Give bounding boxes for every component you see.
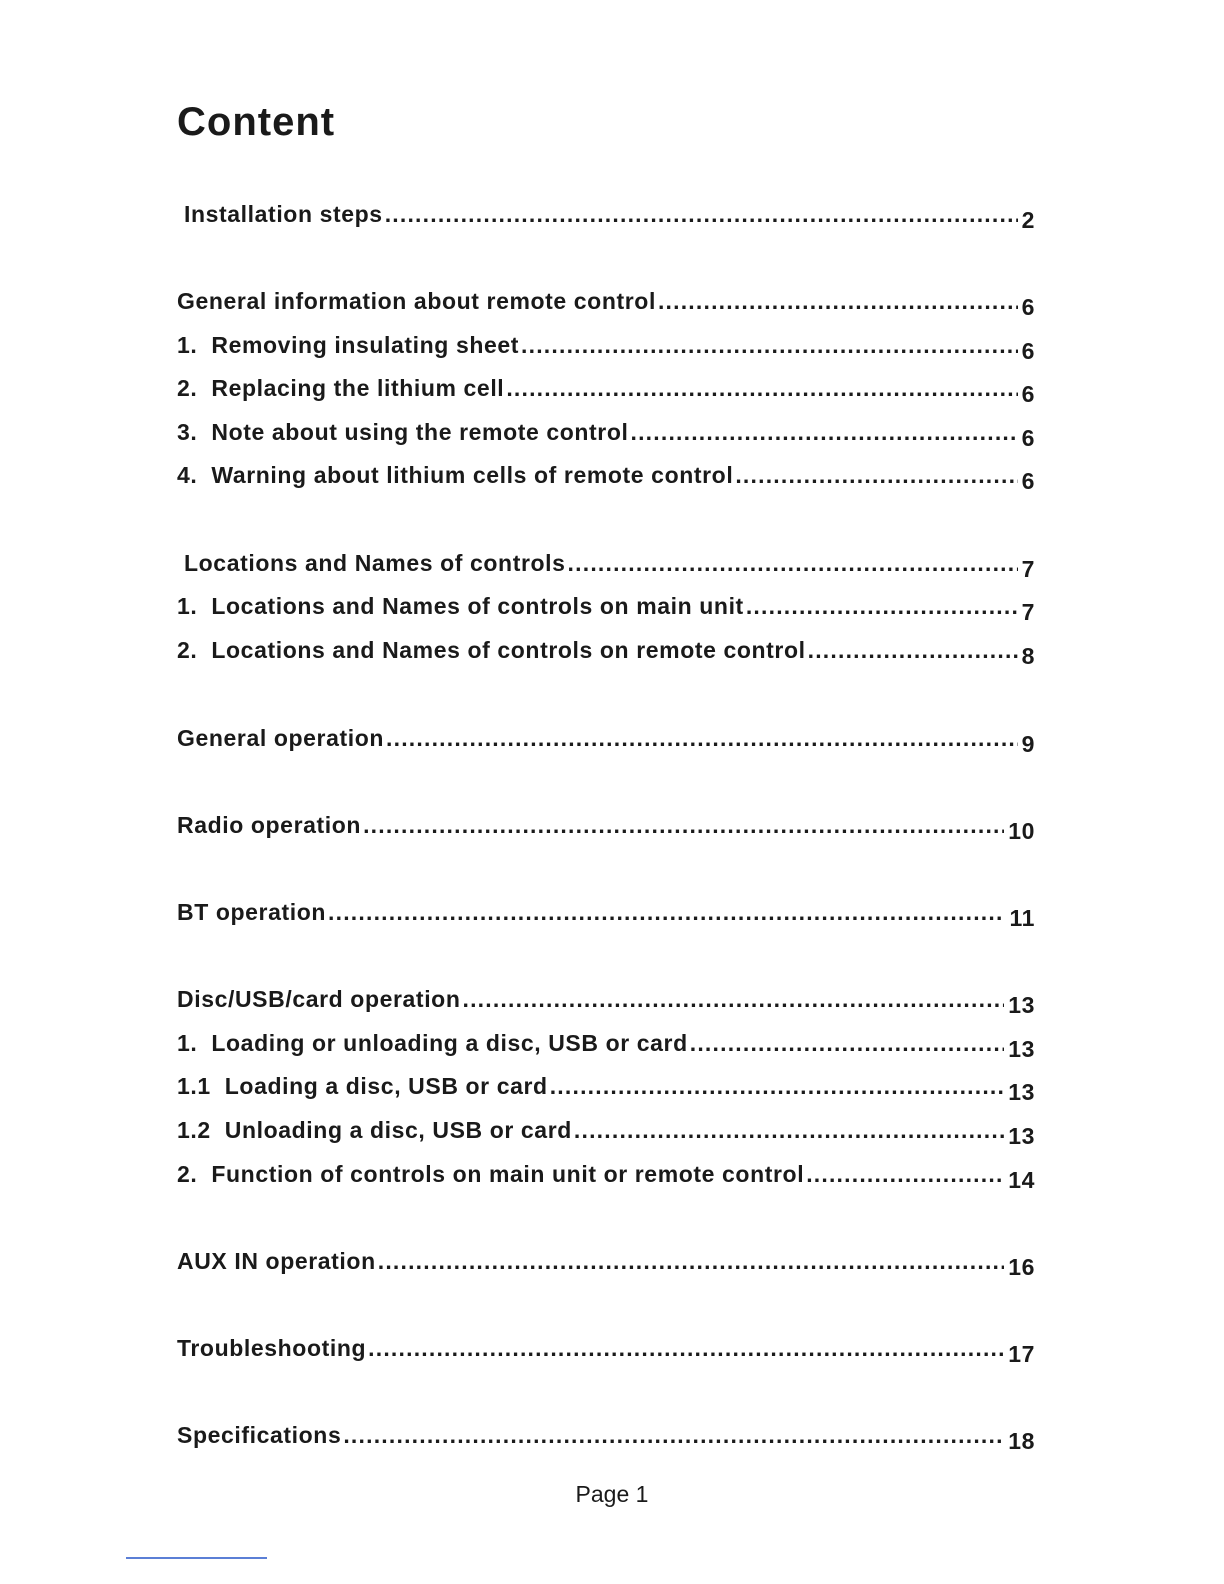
toc-entry-specifications[interactable] xyxy=(177,1417,1035,1454)
toc-entry-page: 10 xyxy=(1008,818,1035,844)
toc-dot-leader xyxy=(550,1072,1005,1100)
footer-divider xyxy=(126,1557,267,1559)
toc-entry-note-remote-control[interactable] xyxy=(177,414,1035,451)
toc-entry-page: 13 xyxy=(1008,1123,1035,1149)
toc-dot-leader xyxy=(808,636,1018,664)
toc-entry-controls-main-unit[interactable] xyxy=(177,588,1035,625)
toc-entry-page: 7 xyxy=(1021,599,1035,625)
toc-entry-page: 17 xyxy=(1008,1341,1035,1367)
toc-entry-title: Installation steps xyxy=(184,201,383,227)
toc-entry-title: General information about remote control xyxy=(177,288,656,314)
toc-entry-page: 6 xyxy=(1021,468,1035,494)
toc-entry-title: Locations and Names of controls on main unit xyxy=(211,593,744,619)
toc-entry-page: 6 xyxy=(1021,338,1035,364)
toc-entry-title: Function of controls on main unit or remote control xyxy=(211,1161,805,1187)
toc-entry-title: Radio operation xyxy=(177,812,362,838)
toc-entry-number: 1.1 xyxy=(177,1073,225,1099)
toc-entry-page: 16 xyxy=(1008,1254,1035,1280)
toc-entry-title: Warning about lithium cells of remote control xyxy=(211,462,734,488)
toc-entry-page: 18 xyxy=(1008,1428,1035,1454)
toc-entry-page: 6 xyxy=(1021,425,1035,451)
toc-entry-page: 13 xyxy=(1008,992,1035,1018)
toc-entry-general-operation[interactable] xyxy=(177,720,1035,757)
toc-entry-page: 11 xyxy=(1009,905,1035,931)
toc-entry-number: 1. xyxy=(177,1030,212,1056)
toc-entry-title: Specifications xyxy=(177,1422,342,1448)
toc-dot-leader xyxy=(658,287,1018,315)
page-number-footer: Page 1 xyxy=(575,1481,649,1507)
toc-entry-title: Disc/USB/card operation xyxy=(177,986,461,1012)
toc-dot-leader xyxy=(363,811,1004,839)
toc-entry-page: 14 xyxy=(1008,1167,1035,1193)
toc-dot-leader xyxy=(462,985,1004,1013)
toc-entry-page: 13 xyxy=(1008,1036,1035,1062)
toc-entry-number: 1. xyxy=(177,593,212,619)
toc-entry-aux-in-operation[interactable] xyxy=(177,1243,1035,1280)
toc-entry-page: 2 xyxy=(1021,207,1035,233)
toc-entry-title: Unloading a disc, USB or card xyxy=(224,1117,572,1143)
toc-entry-number: 2. xyxy=(177,637,212,663)
toc-dot-leader xyxy=(631,418,1018,446)
toc-entry-locations-controls[interactable] xyxy=(177,545,1035,582)
toc-entry-title: Note about using the remote control xyxy=(211,419,629,445)
toc-entry-title: AUX IN operation xyxy=(177,1248,376,1274)
toc-entry-remote-control-info[interactable] xyxy=(177,283,1035,320)
toc-entry-number: 2. xyxy=(177,375,212,401)
toc-entry-controls-remote[interactable] xyxy=(177,632,1035,669)
page-title: Content xyxy=(177,100,336,144)
toc-entry-page: 9 xyxy=(1021,731,1035,757)
toc-entry-troubleshooting[interactable] xyxy=(177,1330,1035,1367)
toc-entry-title: General operation xyxy=(177,725,385,751)
toc-entry-title: BT operation xyxy=(177,899,327,925)
toc-dot-leader xyxy=(521,331,1018,359)
toc-entry-installation-steps[interactable] xyxy=(177,196,1035,233)
toc-entry-title: Loading a disc, USB or card xyxy=(224,1073,548,1099)
toc-entry-loading[interactable] xyxy=(177,1068,1035,1105)
toc-entry-number: 3. xyxy=(177,419,212,445)
toc-entry-loading-unloading[interactable] xyxy=(177,1025,1035,1062)
toc-entry-function-of-controls[interactable] xyxy=(177,1156,1035,1193)
toc-dot-leader xyxy=(385,200,1018,228)
toc-entry-title: Locations and Names of controls on remote control xyxy=(211,637,806,663)
toc-entry-number: 1. xyxy=(177,332,212,358)
toc-dot-leader xyxy=(568,549,1018,577)
toc-entry-number: 4. xyxy=(177,462,212,488)
toc-dot-leader xyxy=(806,1160,1004,1188)
toc-dot-leader xyxy=(574,1116,1004,1144)
toc-entry-number: 1.2 xyxy=(177,1117,225,1143)
toc-entry-page: 6 xyxy=(1021,294,1035,320)
toc-entry-title: Removing insulating sheet xyxy=(211,332,520,358)
toc-entry-title: Loading or unloading a disc, USB or card xyxy=(211,1030,688,1056)
toc-entry-page: 7 xyxy=(1021,556,1035,582)
toc-entry-radio-operation[interactable] xyxy=(177,807,1035,844)
toc-entry-replacing-lithium-cell[interactable] xyxy=(177,370,1035,407)
toc-entry-bt-operation[interactable] xyxy=(177,894,1035,931)
toc-entry-number: 2. xyxy=(177,1161,212,1187)
toc-entry-removing-insulating-sheet[interactable] xyxy=(177,327,1035,364)
table-of-contents xyxy=(177,0,1035,1584)
toc-entry-title: Replacing the lithium cell xyxy=(211,375,505,401)
toc-entry-title: Locations and Names of controls xyxy=(184,550,566,576)
toc-dot-leader xyxy=(386,724,1018,752)
toc-dot-leader xyxy=(378,1247,1004,1275)
toc-dot-leader xyxy=(328,898,1005,926)
toc-entry-unloading[interactable] xyxy=(177,1112,1035,1149)
toc-entry-page: 13 xyxy=(1008,1079,1035,1105)
toc-dot-leader xyxy=(690,1029,1004,1057)
toc-dot-leader xyxy=(343,1421,1004,1449)
toc-entry-warning-lithium-cells[interactable] xyxy=(177,457,1035,494)
toc-dot-leader xyxy=(368,1334,1004,1362)
toc-dot-leader xyxy=(746,592,1018,620)
toc-entry-page: 6 xyxy=(1021,381,1035,407)
toc-entry-disc-usb-card-operation[interactable] xyxy=(177,981,1035,1018)
toc-dot-leader xyxy=(506,374,1017,402)
toc-entry-title: Troubleshooting xyxy=(177,1335,367,1361)
toc-dot-leader xyxy=(735,461,1017,489)
toc-entry-page: 8 xyxy=(1021,643,1035,669)
